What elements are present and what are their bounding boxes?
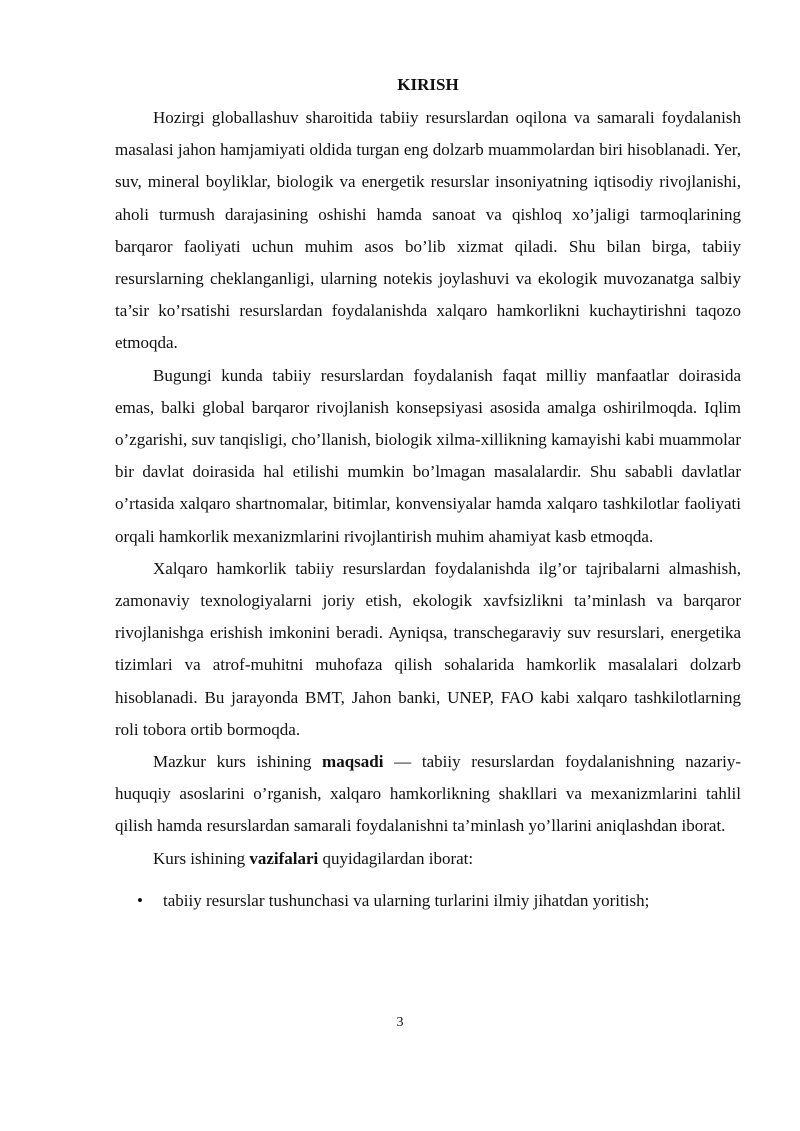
paragraph-goal	[115, 746, 741, 843]
bullet-icon: •	[137, 890, 143, 910]
document-page	[115, 72, 741, 917]
goal-text-before: Mazkur kurs ishining	[153, 752, 323, 772]
tasks-text-after: quyidagilardan iborat:	[318, 848, 474, 868]
goal-text-after: — tabiiy resurslardan foydalanishning nazariy-huquqiy asoslarini o’rganish, xalqaro hamkorlikning shakllari va mexanizmlarini tahlil qilish hamda resurslardan samarali foydalanishni ta’minlash yo’llarini aniqlashdan iborat.	[115, 752, 741, 836]
goal-keyword: maqsadi	[322, 752, 384, 772]
tasks-text-before: Kurs ishining	[153, 848, 250, 868]
document-title: KIRISH	[397, 75, 459, 94]
list-item-text: tabiiy resurslar tushunchasi va ularning turlarini ilmiy jihatdan yoritish;	[163, 890, 650, 910]
paragraph-2: Bugungi kunda tabiiy resurslardan foydalanish faqat milliy manfaatlar doirasida emas, balki global barqaror rivojlanish konsepsiyasi asosida amalga oshirilmoqda. Iqlim o’zgarishi, suv tanqisligi, cho’llanish, biologik xilma-xillikning kamayishi kabi muammolar bir davlat doirasida hal etilishi mumkin bo’lmagan masalalardir. Shu sababli davlatlar o’rtasida xalqaro shartnomalar, bitimlar, konvensiyalar hamda xalqaro tashkilotlar faoliyati orqali hamkorlik mexanizmlarini rivojlantirish muhim ahamiyat kasb etmoqda.	[115, 365, 741, 546]
paragraph-tasks-intro	[115, 843, 741, 875]
list-item	[115, 885, 741, 917]
paragraph-3: Xalqaro hamkorlik tabiiy resurslardan foydalanishda ilg’or tajribalarni almashish, zamonaviy texnologiyalarni joriy etish, ekologik xavfsizlikni ta’minlash va barqaror rivojlanishga erishish imkonini beradi. Ayniqsa, transchegaraviy suv resurslari, energetika tizimlari va atrof-muhitni muhofaza qilish sohalarida hamkorlik masalalari dolzarb hisoblanadi. Bu jarayonda BMT, Jahon banki, UNEP, FAO kabi xalqaro tashkilotlarning roli tobora ortib bormoqda.	[115, 558, 741, 739]
paragraph-1: Hozirgi globallashuv sharoitida tabiiy resurslardan oqilona va samarali foydalanish masalasi jahon hamjamiyati oldida turgan eng dolzarb muammolardan biri hisoblanadi. Yer, suv, mineral boyliklar, biologik va energetik resurslar insoniyatning iqtisodiy rivojlanishi, aholi turmush darajasining oshishi hamda sanoat va qishloq xo’jaligi tarmoqlarining barqaror faoliyati uchun muhim asos bo’lib xizmat qiladi. Shu bilan birga, tabiiy resurslarning cheklanganligi, ularning notekis joylashuvi va ekologik muvozanatga salbiy ta’sir ko’rsatishi resurslardan foydalanishda xalqaro hamkorlikni kuchaytirishni taqozo etmoqda.	[115, 108, 741, 353]
page-number: 3	[396, 1015, 404, 1030]
tasks-list	[115, 885, 741, 917]
tasks-keyword: vazifalari	[249, 848, 319, 868]
